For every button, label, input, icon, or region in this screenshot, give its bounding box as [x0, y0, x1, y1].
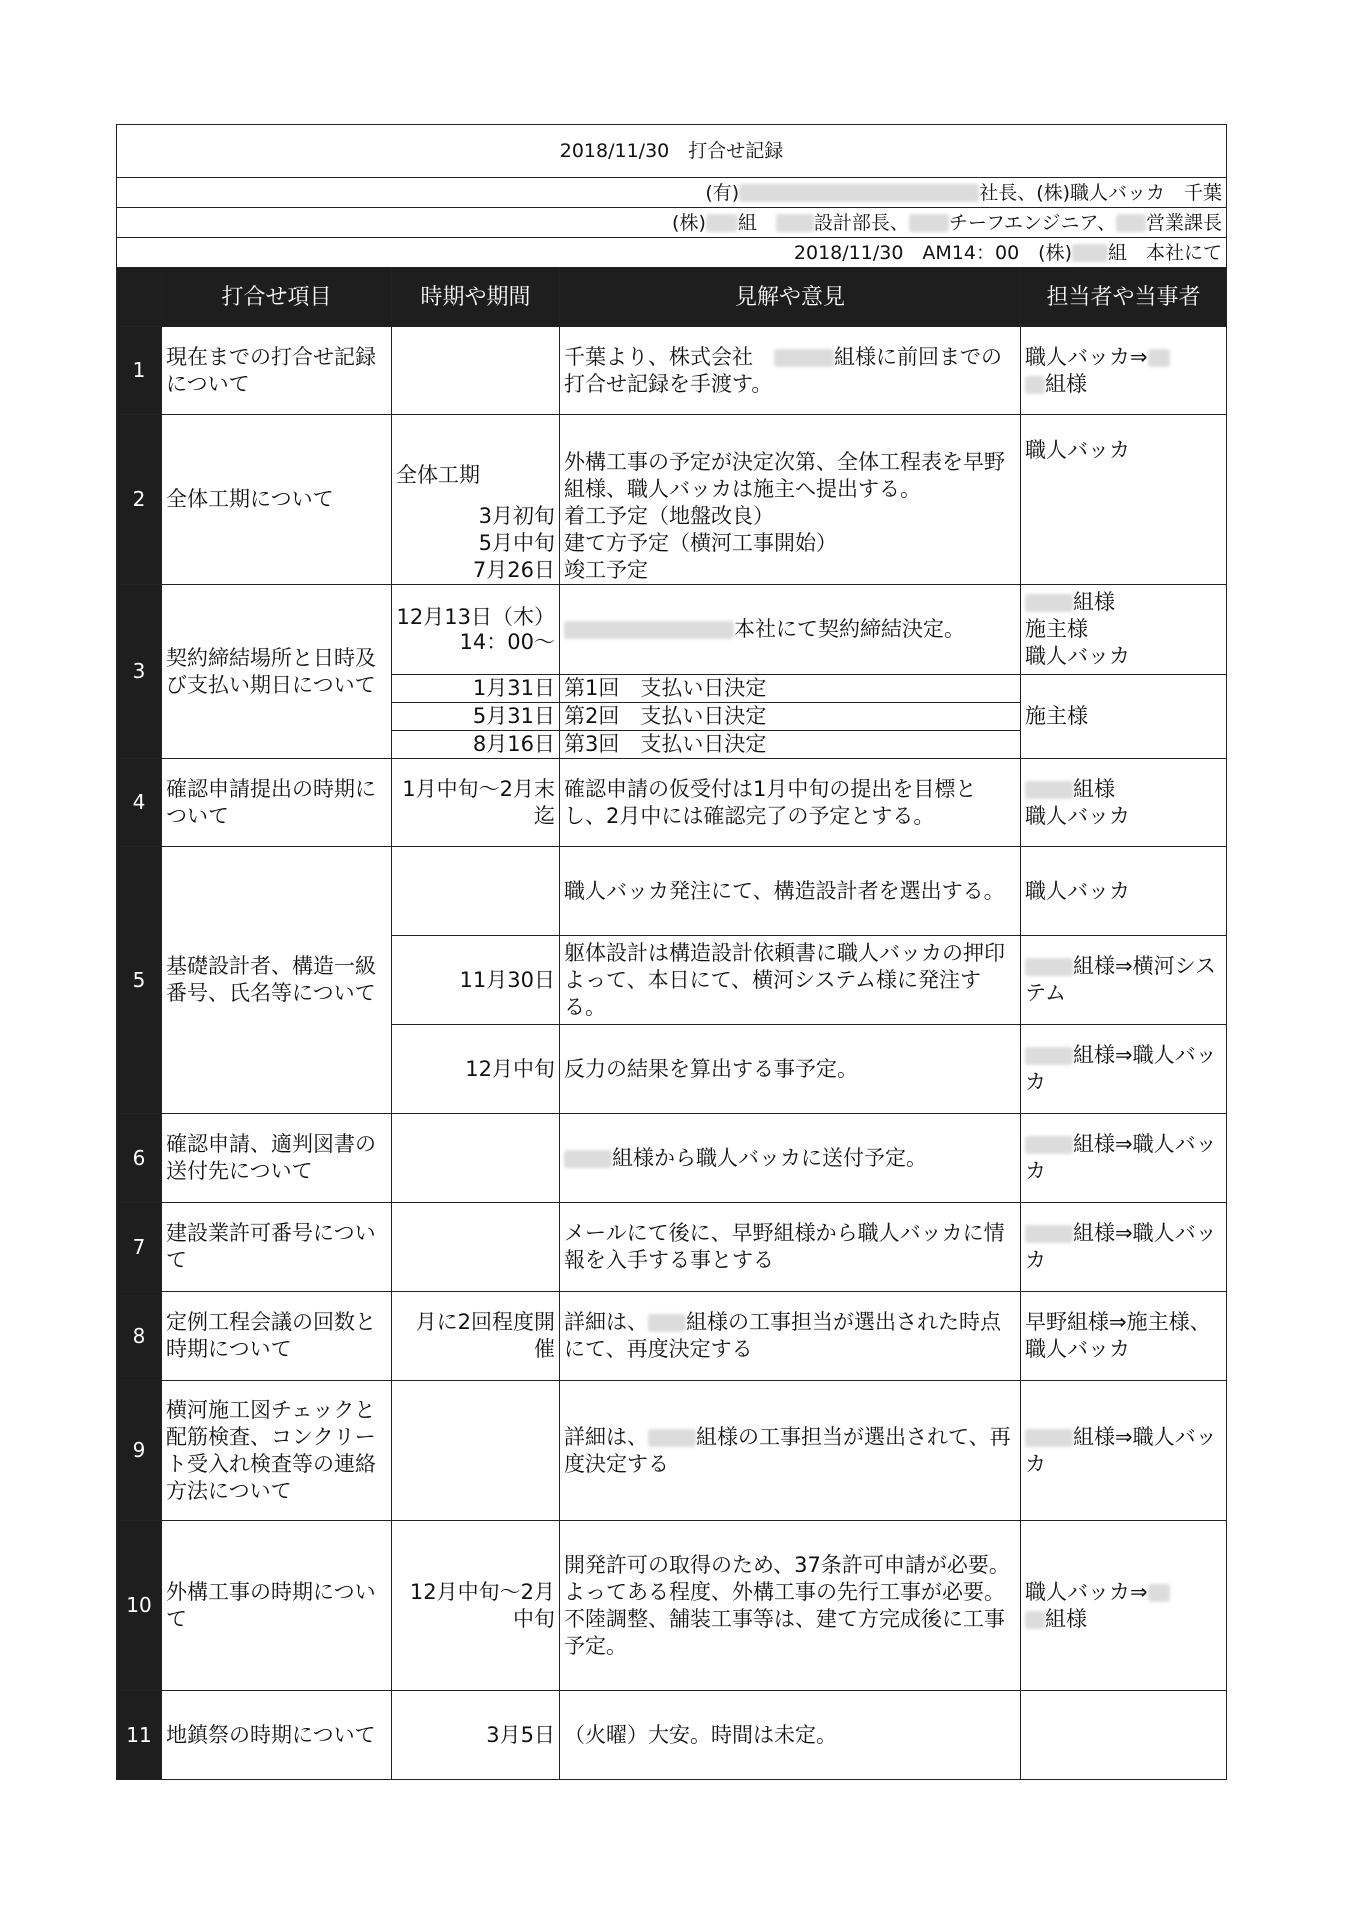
table-row [117, 1292, 1227, 1381]
redacted-name [1025, 1611, 1045, 1629]
row-person: 早野組様⇒施主様、職人バッカ [1021, 1292, 1227, 1381]
redacted-name [1072, 244, 1108, 262]
row-period [392, 1203, 560, 1292]
row-opinion: 千葉より、株式会社 組様に前回までの打合せ記録を手渡す。 [560, 327, 1021, 415]
row-number: 4 [117, 759, 162, 847]
row-period: 月に2回程度開催 [392, 1292, 560, 1381]
redacted-name [1025, 958, 1073, 976]
redacted-name [1025, 1429, 1073, 1447]
row-person [1021, 1691, 1227, 1780]
row-person: 組様⇒職人バッカ [1021, 1381, 1227, 1521]
row-period: 12月中旬 [392, 1025, 560, 1114]
col-item-header: 打合せ項目 [162, 268, 392, 327]
row-item: 地鎮祭の時期について [162, 1691, 392, 1780]
redacted-name [564, 621, 734, 639]
row-opinion: 開発許可の取得のため、37条許可申請が必要。 よってある程度、外構工事の先行工事が必要。 不陸調整、舗装工事等は、建て方完成後に工事予定。 [560, 1521, 1021, 1691]
row-period: 1月31日 [392, 675, 560, 703]
row-person: 職人バッカ⇒ 組様 [1021, 327, 1227, 415]
redacted-name [1025, 1136, 1073, 1154]
row-person: 職人バッカ [1021, 415, 1227, 585]
row-number: 6 [117, 1114, 162, 1203]
row-number: 11 [117, 1691, 162, 1780]
meeting-record-sheet [116, 124, 1226, 1780]
redacted-name [1116, 214, 1146, 232]
row-period: 12月中旬～2月中旬 [392, 1521, 560, 1691]
row-opinion: 外構工事の予定が決定次第、全体工程表を早野組様、職人バッカは施主へ提出する。 着工予定（地盤改良） 建て方予定（横河工事開始） 竣工予定 [560, 415, 1021, 585]
row-opinion: （火曜）大安。時間は未定。 [560, 1691, 1021, 1780]
row-opinion: 第2回 支払い日決定 [560, 703, 1021, 731]
row-opinion: 詳細は、 組様の工事担当が選出されて、再度決定する [560, 1381, 1021, 1521]
row-opinion: 反力の結果を算出する事予定。 [560, 1025, 1021, 1114]
row-number: 7 [117, 1203, 162, 1292]
row-item: 基礎設計者、構造一級番号、氏名等について [162, 847, 392, 1114]
row-opinion: メールにて後に、早野組様から職人バッカに情報を入手する事とする [560, 1203, 1021, 1292]
row-item: 契約締結場所と日時及び支払い期日について [162, 585, 392, 759]
row-item: 確認申請提出の時期について [162, 759, 392, 847]
redacted-name [1025, 376, 1045, 394]
row-number: 10 [117, 1521, 162, 1691]
meeting-datetime-place: 2018/11/30 AM14：00 (株) 組 本社にて [117, 238, 1227, 268]
row-number: 9 [117, 1381, 162, 1521]
row-number: 1 [117, 327, 162, 415]
redacted-name [564, 1150, 612, 1168]
redacted-name [909, 214, 949, 232]
redacted-name [1025, 594, 1073, 612]
row-item: 外構工事の時期について [162, 1521, 392, 1691]
row-person: 施主様 [1021, 675, 1227, 759]
row-person: 職人バッカ [1021, 847, 1227, 936]
row-item: 現在までの打合せ記録について [162, 327, 392, 415]
row-item: 定例工程会議の回数と時期について [162, 1292, 392, 1381]
row-item: 確認申請、適判図書の送付先について [162, 1114, 392, 1203]
redacted-name [1025, 1047, 1073, 1065]
row-opinion: 職人バッカ発注にて、構造設計者を選出する。 [560, 847, 1021, 936]
row-period [392, 1381, 560, 1521]
row-opinion: 第1回 支払い日決定 [560, 675, 1021, 703]
col-person-header: 担当者や当事者 [1021, 268, 1227, 327]
redacted-name [1025, 1225, 1073, 1243]
row-person: 職人バッカ⇒ 組様 [1021, 1521, 1227, 1691]
row-person: 組様⇒職人バッカ [1021, 1203, 1227, 1292]
row-period: 3月5日 [392, 1691, 560, 1780]
row-person: 組様 施主様 職人バッカ [1021, 585, 1227, 675]
row-period: 5月31日 [392, 703, 560, 731]
table-row [117, 415, 1227, 585]
attendees-line-1: (有) 社長、(株)職人バッカ 千葉 [117, 178, 1227, 208]
row-item: 建設業許可番号について [162, 1203, 392, 1292]
row-opinion: 躯体設計は構造設計依頼書に職人バッカの押印よって、本日にて、横河システム様に発注する。 [560, 936, 1021, 1025]
table-row [117, 1521, 1227, 1691]
row-opinion: 第3回 支払い日決定 [560, 731, 1021, 759]
row-period: 11月30日 [392, 936, 560, 1025]
table-row [117, 585, 1227, 675]
redacted-name [1025, 781, 1073, 799]
table-row [117, 759, 1227, 847]
row-opinion: 確認申請の仮受付は1月中旬の提出を目標とし、2月中には確認完了の予定とする。 [560, 759, 1021, 847]
row-period [392, 847, 560, 936]
row-period: 全体工期 3月初旬 5月中旬 7月26日 [392, 415, 560, 585]
redacted-name [706, 214, 738, 232]
row-period: 8月16日 [392, 731, 560, 759]
table-row [117, 1203, 1227, 1292]
col-number-header [117, 268, 162, 327]
row-opinion: 本社にて契約締結決定。 [560, 585, 1021, 675]
row-period: 1月中旬～2月末迄 [392, 759, 560, 847]
redacted-name [648, 1314, 686, 1332]
record-title: 2018/11/30 打合せ記録 [117, 125, 1227, 178]
attendees-line-2: (株) 組 設計部長、 チーフエンジニア、 営業課長 [117, 208, 1227, 238]
row-item: 全体工期について [162, 415, 392, 585]
row-item: 横河施工図チェックと配筋検査、コンクリート受入れ検査等の連絡方法について [162, 1381, 392, 1521]
table-row [117, 1691, 1227, 1780]
redacted-name [648, 1429, 696, 1447]
redacted-name [776, 214, 814, 232]
row-period [392, 327, 560, 415]
row-period [392, 1114, 560, 1203]
row-person: 組様⇒職人バッカ [1021, 1025, 1227, 1114]
row-opinion: 組様から職人バッカに送付予定。 [560, 1114, 1021, 1203]
table-row [117, 1114, 1227, 1203]
redacted-name [1148, 349, 1170, 367]
redacted-name [774, 349, 834, 367]
table-row [117, 847, 1227, 936]
row-number: 5 [117, 847, 162, 1114]
col-opinion-header: 見解や意見 [560, 268, 1021, 327]
row-period: 12月13日（木）14：00～ [392, 585, 560, 675]
row-person: 組様 職人バッカ [1021, 759, 1227, 847]
col-period-header: 時期や期間 [392, 268, 560, 327]
row-person: 組様⇒職人バッカ [1021, 1114, 1227, 1203]
row-number: 2 [117, 415, 162, 585]
row-number: 8 [117, 1292, 162, 1381]
row-number: 3 [117, 585, 162, 759]
meeting-record-table [116, 124, 1227, 1780]
row-person: 組様⇒横河システム [1021, 936, 1227, 1025]
table-row [117, 1381, 1227, 1521]
redacted-name [739, 184, 979, 202]
table-row [117, 327, 1227, 415]
row-opinion: 詳細は、 組様の工事担当が選出された時点にて、再度決定する [560, 1292, 1021, 1381]
redacted-name [1148, 1584, 1170, 1602]
